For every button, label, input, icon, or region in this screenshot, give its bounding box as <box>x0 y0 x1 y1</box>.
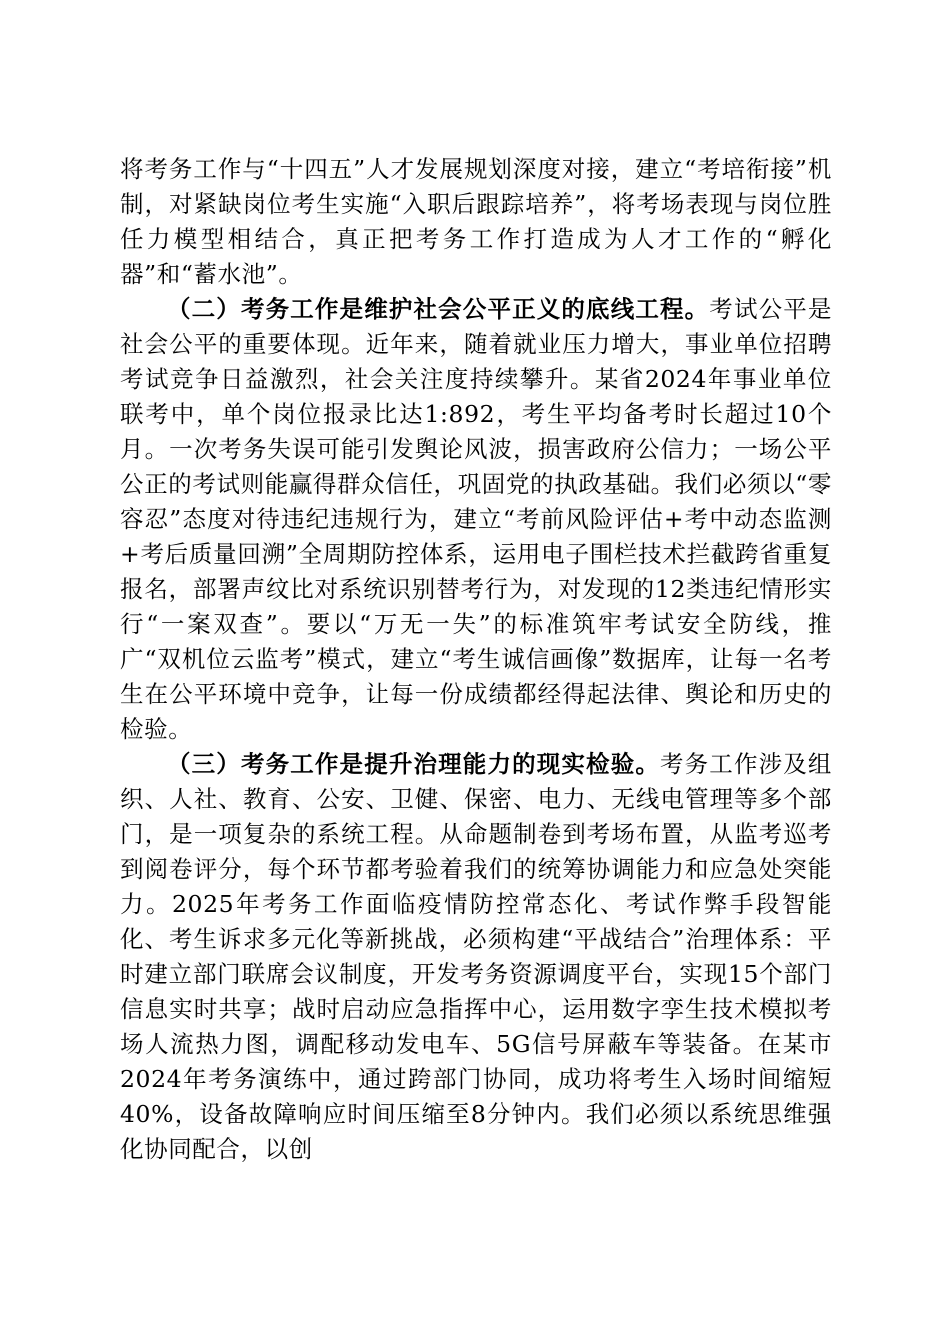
paragraph-2-heading: （二）考务工作是维护社会公平正义的底线工程。 <box>167 295 710 323</box>
paragraph-3 <box>120 747 832 1167</box>
paragraph-1-text: 将考务工作与“十四五”人才发展规划深度对接，建立“考培衔接”机制，对紧缺岗位考生实施“入职后跟踪培养”，将考场表现与岗位胜任力模型相结合，真正把考务工作打造成为人才工作的“孵化器”和“蓄水池”。 <box>120 155 832 288</box>
paragraph-3-text: 考务工作涉及组织、人社、教育、公安、卫健、保密、电力、无线电管理等多个部门，是一项复杂的系统工程。从命题制卷到考场布置，从监考巡考到阅卷评分，每个环节都考验着我们的统筹协调能力和应急处突能力。2025年考务工作面临疫情防控常态化、考试作弊手段智能化、考生诉求多元化等新挑战，必须构建“平战结合”治理体系：平时建立部门联席会议制度，开发考务资源调度平台，实现15个部门信息实时共享；战时启动应急指挥中心，运用数字孪生技术模拟考场人流热力图，调配移动发电车、5G信号屏蔽车等装备。在某市2024年考务演练中，通过跨部门协同，成功将考生入场时间缩短40%，设备故障响应时间压缩至8分钟内。我们必须以系统思维强化协同配合，以创 <box>120 750 832 1163</box>
paragraph-1 <box>120 152 832 292</box>
document-body <box>120 152 832 1167</box>
paragraph-2-text: 考试公平是社会公平的重要体现。近年来，随着就业压力增大，事业单位招聘考试竞争日益激烈，社会关注度持续攀升。某省2024年事业单位联考中，单个岗位报录比达1:892，考生平均备考时长超过10个月。一次考务失误可能引发舆论风波，损害政府公信力；一场公平公正的考试则能赢得群众信任，巩固党的执政基础。我们必须以“零容忍”态度对待违纪违规行为，建立“考前风险评估+考中动态监测+考后质量回溯”全周期防控体系，运用电子围栏技术拦截跨省重复报名，部署声纹比对系统识别替考行为，对发现的12类违纪情形实行“一案双查”。要以“万无一失”的标准筑牢考试安全防线，推广“双机位云监考”模式，建立“考生诚信画像”数据库，让每一名考生在公平环境中竞争，让每一份成绩都经得起法律、舆论和历史的检验。 <box>120 295 832 743</box>
paragraph-3-heading: （三）考务工作是提升治理能力的现实检验。 <box>167 750 660 778</box>
paragraph-2 <box>120 292 832 747</box>
